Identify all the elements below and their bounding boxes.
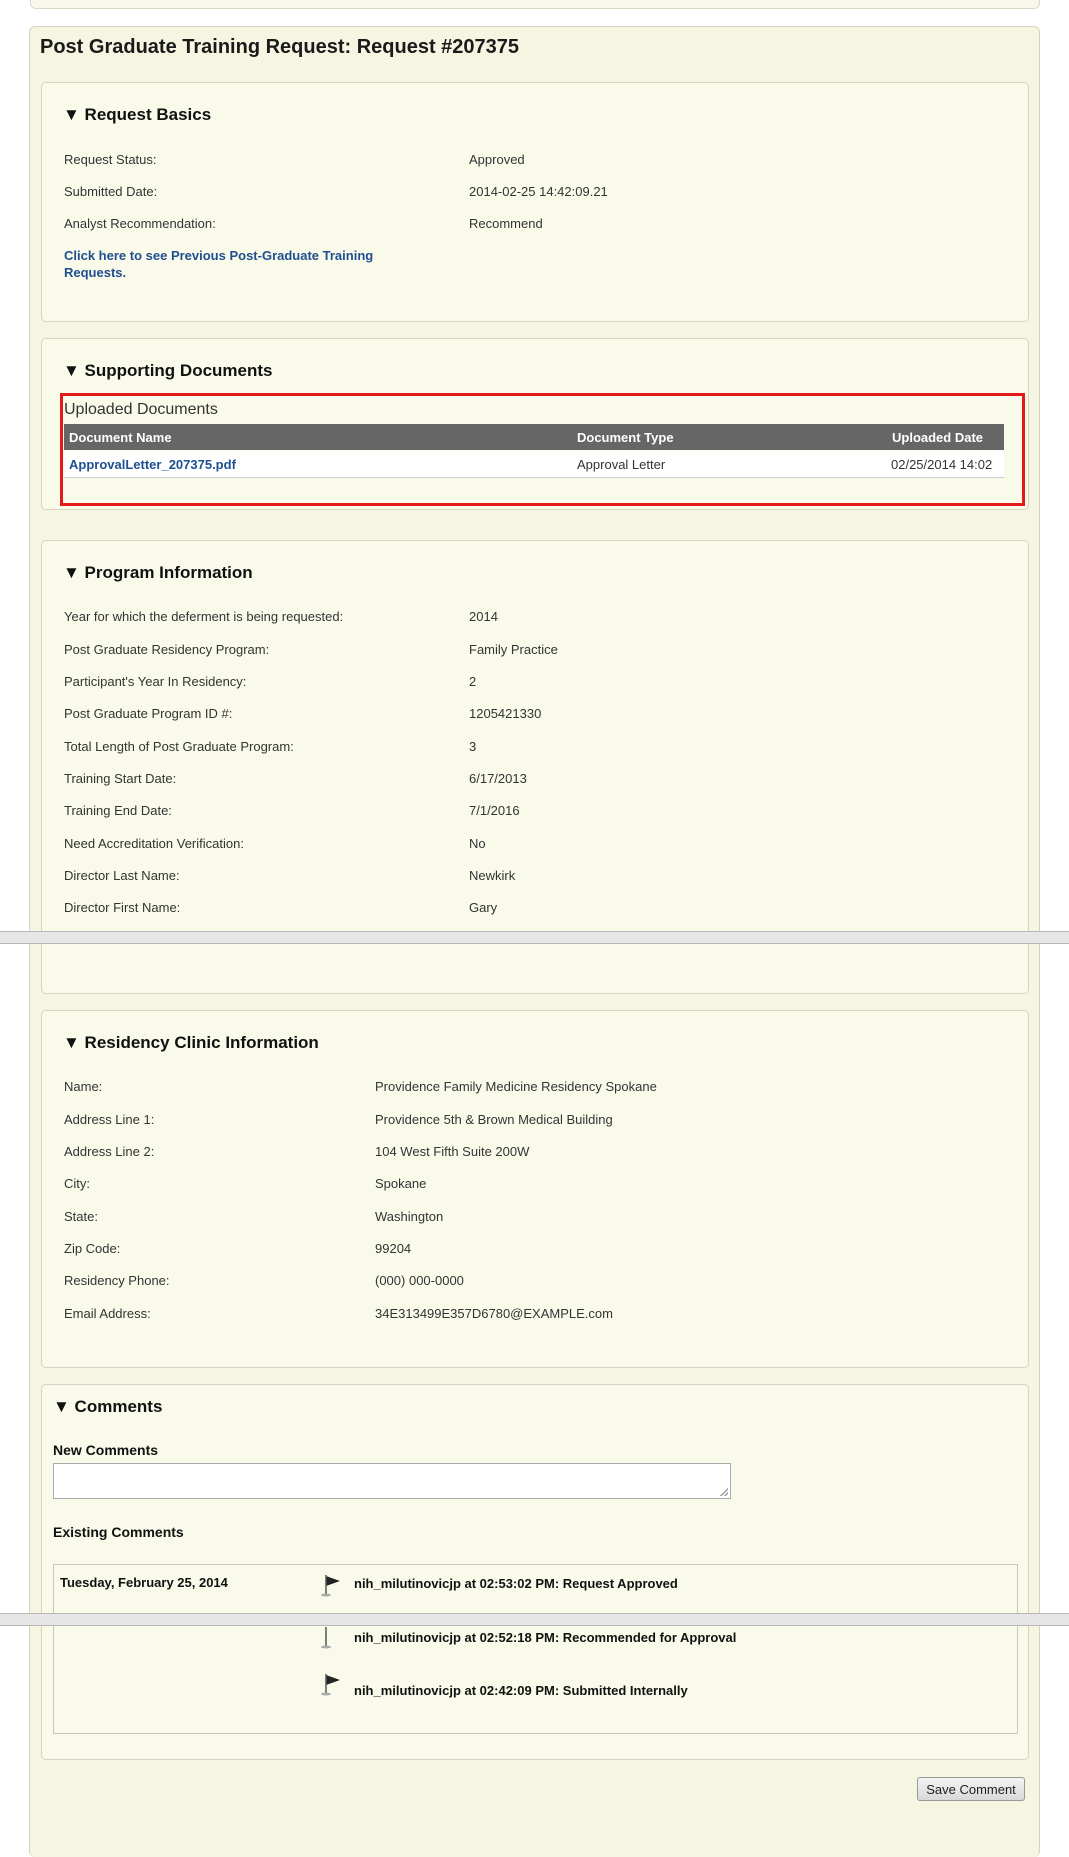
label-state: State: xyxy=(64,1209,98,1224)
existing-comments-list xyxy=(53,1564,1018,1734)
value-year-in-residency: 2 xyxy=(469,674,477,689)
value-email: 34E313499E357D6780@EXAMPLE.com xyxy=(375,1306,613,1321)
value-submitted-date: 2014-02-25 14:42:09.21 xyxy=(469,184,608,199)
label-training-start: Training Start Date: xyxy=(64,771,177,786)
col-document-name: Document Name xyxy=(69,430,172,445)
value-deferment-year: 2014 xyxy=(469,609,498,624)
label-zip: Zip Code: xyxy=(64,1241,121,1256)
value-phone: (000) 000-0000 xyxy=(375,1273,464,1288)
label-training-end: Training End Date: xyxy=(64,803,172,818)
new-comments-label: New Comments xyxy=(53,1442,159,1458)
label-year-in-residency: Participant's Year In Residency: xyxy=(64,674,247,689)
value-zip: 99204 xyxy=(375,1241,412,1256)
label-clinic-name: Name: xyxy=(64,1079,103,1094)
request-basics-header[interactable]: ▼ Request Basics xyxy=(63,105,212,124)
program-information-header[interactable]: ▼ Program Information xyxy=(63,563,253,582)
top-panel-edge xyxy=(30,0,1040,9)
existing-comments-label: Existing Comments xyxy=(53,1524,184,1540)
comment-entry: nih_milutinovicjp at 02:52:18 PM: Recommended for Approval xyxy=(354,1630,737,1645)
value-analyst-recommendation: Recommend xyxy=(469,216,543,231)
comment-entry: nih_milutinovicjp at 02:53:02 PM: Request Approved xyxy=(354,1576,678,1591)
value-clinic-name: Providence Family Medicine Residency Spokane xyxy=(375,1079,657,1094)
label-analyst-recommendation: Analyst Recommendation: xyxy=(64,216,216,231)
supporting-documents-header[interactable]: ▼ Supporting Documents xyxy=(63,361,273,380)
flag-icon xyxy=(320,1672,342,1696)
value-director-first: Gary xyxy=(469,900,498,915)
value-state: Washington xyxy=(375,1209,444,1224)
save-comment-button[interactable]: Save Comment xyxy=(917,1777,1025,1801)
label-residency-program: Post Graduate Residency Program: xyxy=(64,642,270,657)
value-residency-program: Family Practice xyxy=(469,642,558,657)
label-director-last: Director Last Name: xyxy=(64,868,180,883)
label-deferment-year: Year for which the deferment is being requested: xyxy=(64,609,344,624)
highlight-box xyxy=(60,393,1025,506)
label-program-length: Total Length of Post Graduate Program: xyxy=(64,739,294,754)
value-city: Spokane xyxy=(375,1176,427,1191)
value-program-id: 1205421330 xyxy=(469,706,542,721)
previous-requests-link[interactable]: Click here to see Previous Post-Graduate Training Requests. xyxy=(64,248,374,280)
value-training-end: 7/1/2016 xyxy=(469,803,520,818)
comment-entry: nih_milutinovicjp at 02:42:09 PM: Submitted Internally xyxy=(354,1683,688,1698)
value-director-last: Newkirk xyxy=(469,868,516,883)
label-request-status: Request Status: xyxy=(64,152,157,167)
value-accreditation: No xyxy=(469,836,486,851)
label-director-first: Director First Name: xyxy=(64,900,181,915)
label-city: City: xyxy=(64,1176,90,1191)
value-training-start: 6/17/2013 xyxy=(469,771,527,786)
document-link[interactable]: ApprovalLetter_207375.pdf xyxy=(69,457,236,472)
resize-grip-icon[interactable] xyxy=(720,1488,728,1496)
value-address-2: 104 West Fifth Suite 200W xyxy=(375,1144,530,1159)
comment-date: Tuesday, February 25, 2014 xyxy=(60,1575,228,1590)
value-program-length: 3 xyxy=(469,739,477,754)
value-address-1: Providence 5th & Brown Medical Building xyxy=(375,1112,613,1127)
page-title: Post Graduate Training Request: Request #207375 xyxy=(40,36,520,58)
residency-clinic-header[interactable]: ▼ Residency Clinic Information xyxy=(63,1033,319,1052)
request-basics-panel xyxy=(41,82,1029,322)
flag-icon xyxy=(320,1573,342,1597)
comments-header[interactable]: ▼ Comments xyxy=(53,1397,163,1416)
label-address-1: Address Line 1: xyxy=(64,1112,155,1127)
document-uploaded-date: 02/25/2014 14:02 xyxy=(891,457,993,472)
document-type: Approval Letter xyxy=(577,457,666,472)
label-accreditation: Need Accreditation Verification: xyxy=(64,836,244,851)
flag-icon xyxy=(320,1625,342,1649)
label-address-2: Address Line 2: xyxy=(64,1144,155,1159)
value-request-status: Approved xyxy=(469,152,525,167)
screenshot-seam xyxy=(0,1613,1069,1626)
col-uploaded-date: Uploaded Date xyxy=(892,430,984,445)
residency-clinic-panel xyxy=(41,1010,1029,1368)
uploaded-documents-title: Uploaded Documents xyxy=(64,401,218,418)
screenshot-seam xyxy=(0,931,1069,944)
label-program-id: Post Graduate Program ID #: xyxy=(64,706,233,721)
col-document-type: Document Type xyxy=(577,430,674,445)
label-phone: Residency Phone: xyxy=(64,1273,170,1288)
new-comment-input[interactable] xyxy=(53,1463,731,1499)
label-email: Email Address: xyxy=(64,1306,151,1321)
label-submitted-date: Submitted Date: xyxy=(64,184,158,199)
program-information-panel xyxy=(41,540,1029,994)
